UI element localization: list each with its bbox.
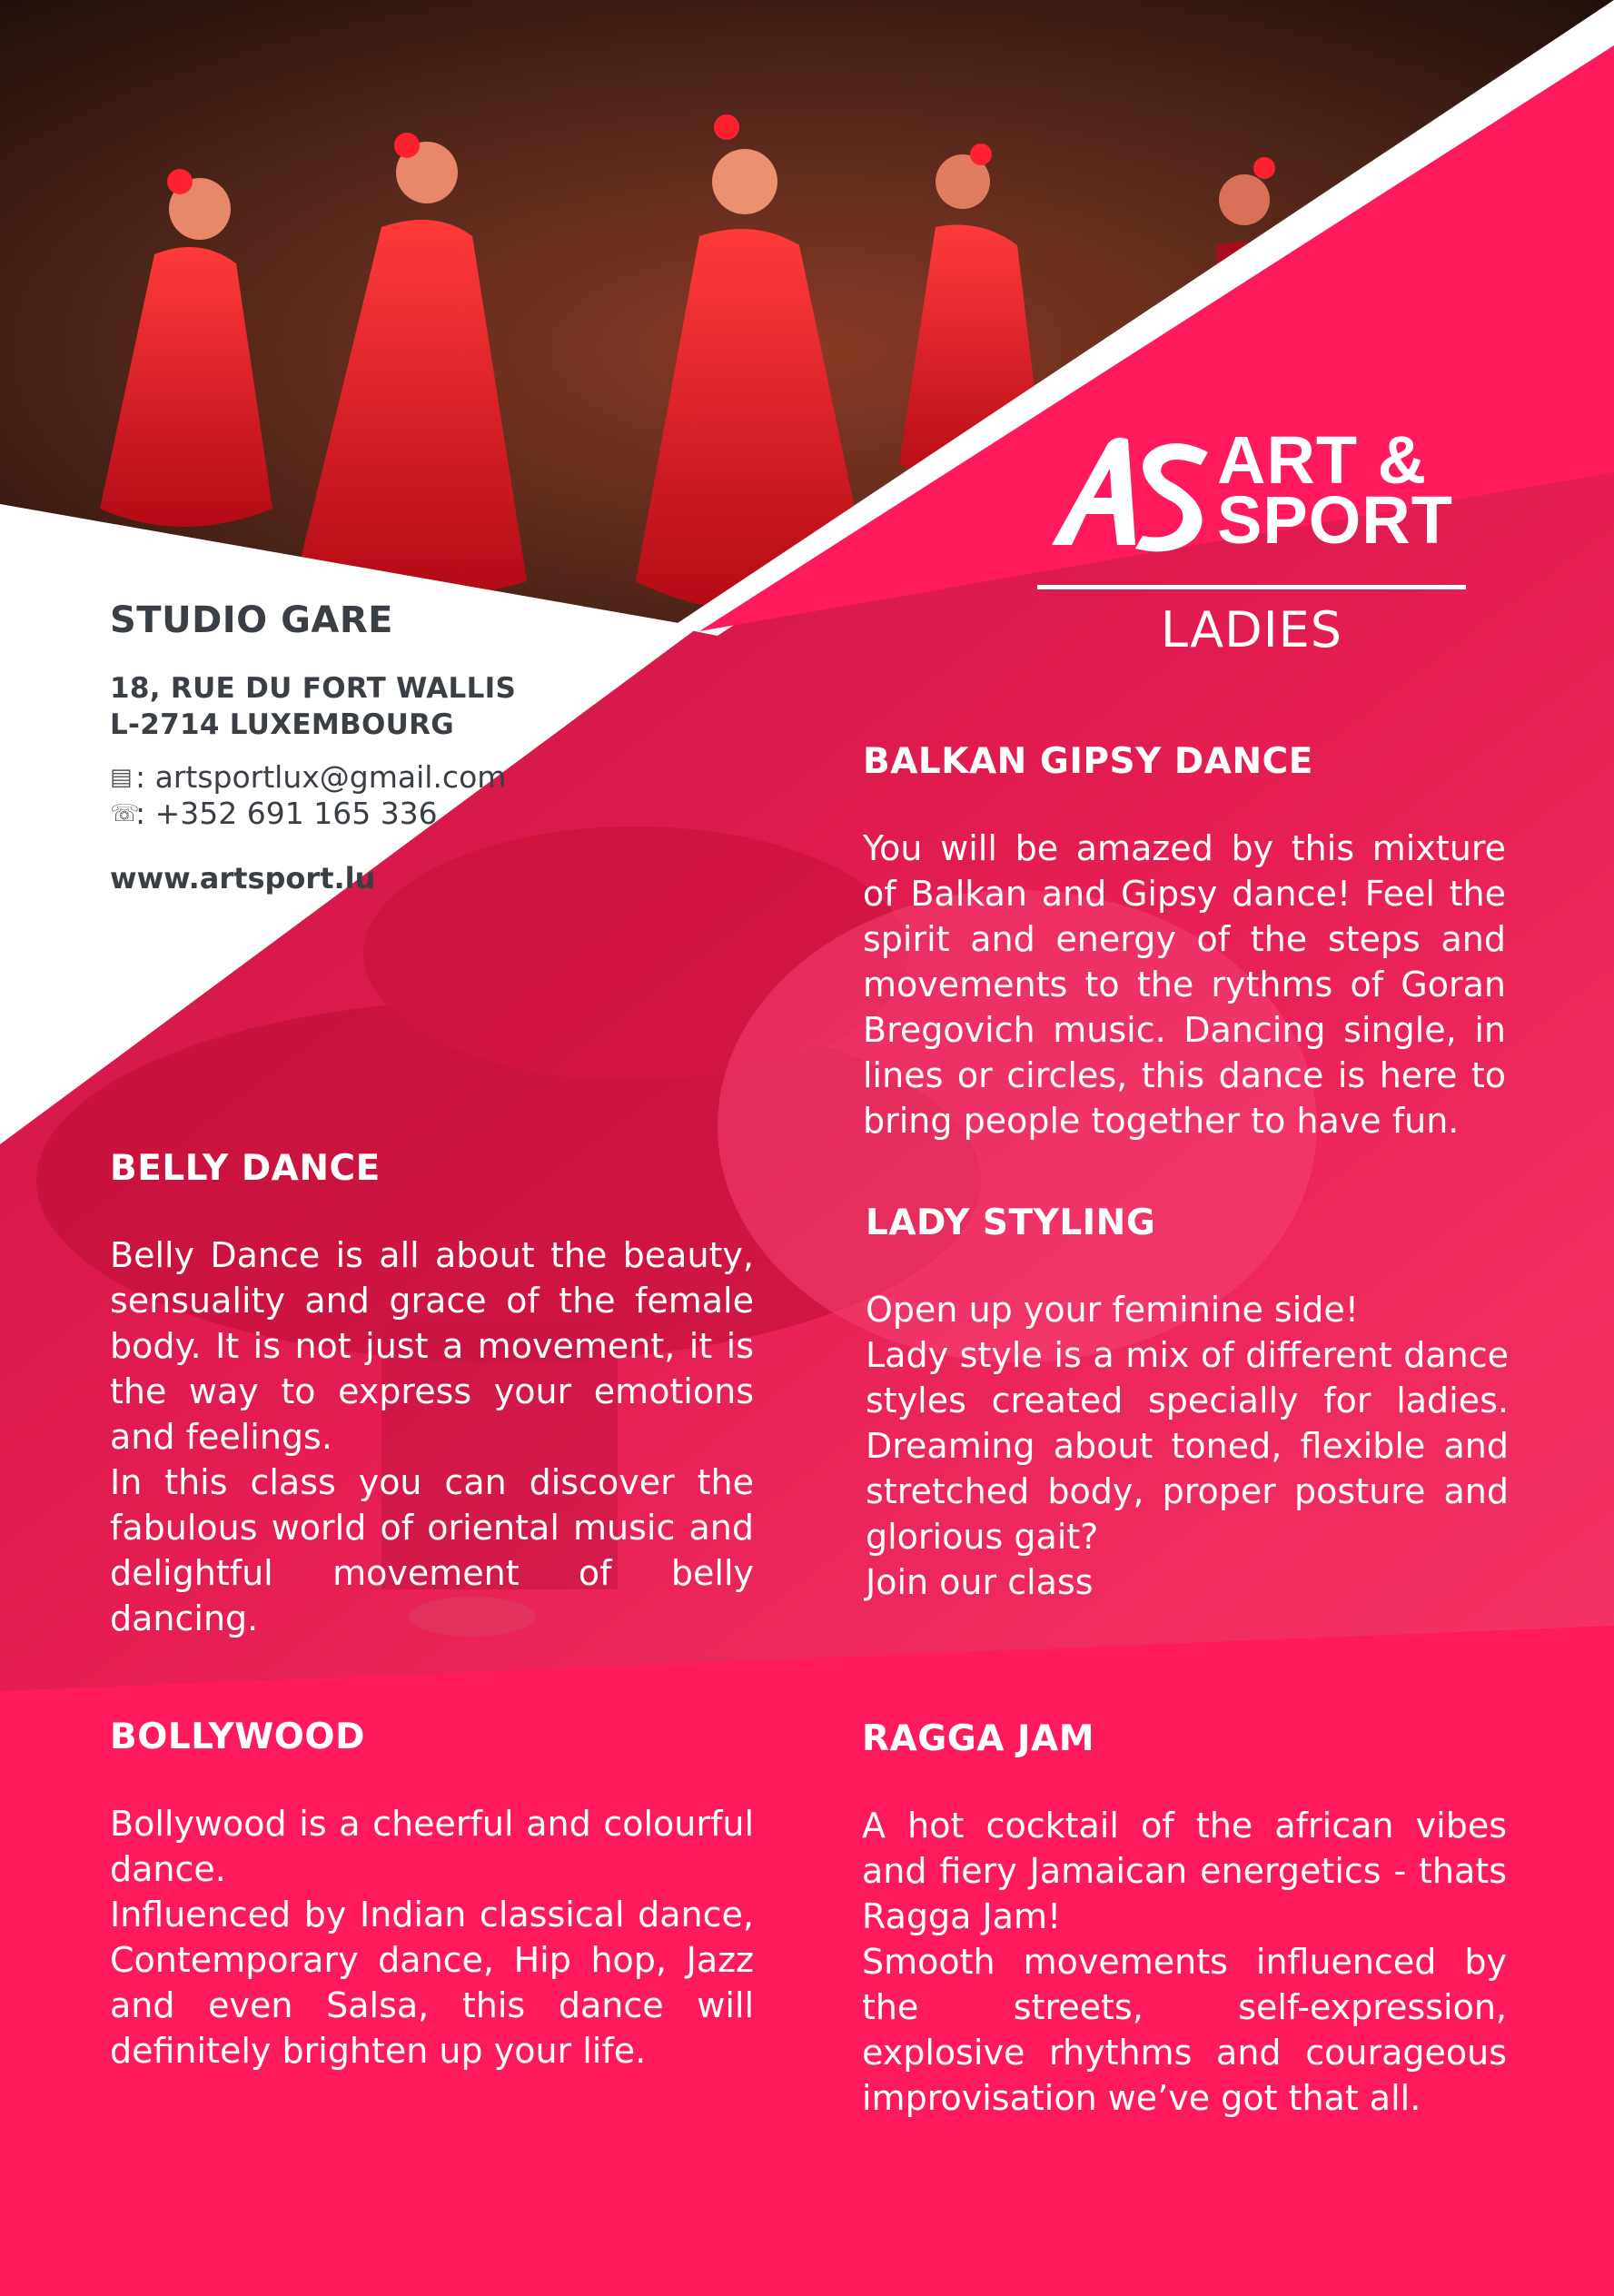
paragraph: Open up your feminine side!	[866, 1290, 1359, 1330]
paragraph: In this class you can discover the fabulous world of oriental music and delightful movement of belly dancing.	[110, 1462, 754, 1638]
logo-text-sport: SPORT	[1217, 482, 1453, 558]
section-title: BOLLYWOOD	[110, 1717, 365, 1757]
section-ragga-jam	[862, 1718, 1507, 2121]
paragraph: Belly Dance is all about the beauty, sensuality and grace of the female body. It is not just a movement, it is the way to express your emotions and feelings.	[110, 1235, 754, 1457]
section-lady-styling	[866, 1202, 1509, 1605]
logo-subtitle: LADIES	[1160, 601, 1343, 658]
section-title: RAGGA JAM	[862, 1718, 1095, 1759]
email-row[interactable]	[110, 759, 506, 795]
logo-divider	[1037, 585, 1466, 589]
studio-name: STUDIO GARE	[110, 599, 394, 641]
paragraph: You will be amazed by this mixture of Balkan and Gipsy dance! Feel the spirit and energy of the steps and movements to the rythms of Goran Bregovich music. Dancing single, in lines or circles, this dance is here to bring people together to have fun.	[863, 828, 1506, 1141]
section-belly-dance	[110, 1148, 754, 1641]
website-link[interactable]: www.artsport.lu	[110, 861, 376, 896]
phone-icon: ☏	[110, 799, 140, 827]
envelope-icon: ▤	[110, 763, 133, 791]
section-balkan-gipsy	[863, 741, 1506, 1143]
email-text[interactable]: : artsportlux@gmail.com	[135, 759, 507, 795]
phone-row[interactable]	[110, 796, 438, 831]
section-body	[863, 826, 1506, 1143]
address-line-2: L-2714 LUXEMBOURG	[110, 708, 455, 741]
section-title: LADY STYLING	[866, 1202, 1156, 1243]
as-monogram-icon	[1045, 434, 1213, 552]
section-body	[110, 1801, 754, 2073]
section-title: BALKAN GIPSY DANCE	[863, 741, 1313, 782]
paragraph: Bollywood is a cheerful and colourful dance.	[110, 1804, 754, 1889]
paragraph: Influenced by Indian classical dance, Contemporary dance, Hip hop, Jazz and even Salsa, this dance will definitely brighten up your life.	[110, 1895, 754, 2071]
section-body	[866, 1287, 1509, 1605]
section-body	[110, 1232, 754, 1641]
paragraph: Smooth movements influenced by the streets, self-expression, explosive rhythms and courageous improvisation we’ve got that all.	[862, 1942, 1507, 2118]
paragraph: A hot cocktail of the african vibes and fiery Jamaican energetics - thats Ragga Jam!	[862, 1806, 1507, 1936]
section-title: BELLY DANCE	[110, 1148, 381, 1189]
paragraph: Join our class	[866, 1562, 1094, 1602]
phone-text[interactable]: : +352 691 165 336	[135, 796, 438, 831]
address-line-1: 18, RUE DU FORT WALLIS	[110, 672, 517, 705]
section-body	[862, 1803, 1507, 2121]
section-bollywood	[110, 1717, 754, 2073]
paragraph: Lady style is a mix of different dance styles created specially for ladies. Dreaming about toned, flexible and stretched body, proper posture and glorious gait?	[866, 1335, 1509, 1557]
logo-text-art: ART &	[1217, 422, 1428, 498]
